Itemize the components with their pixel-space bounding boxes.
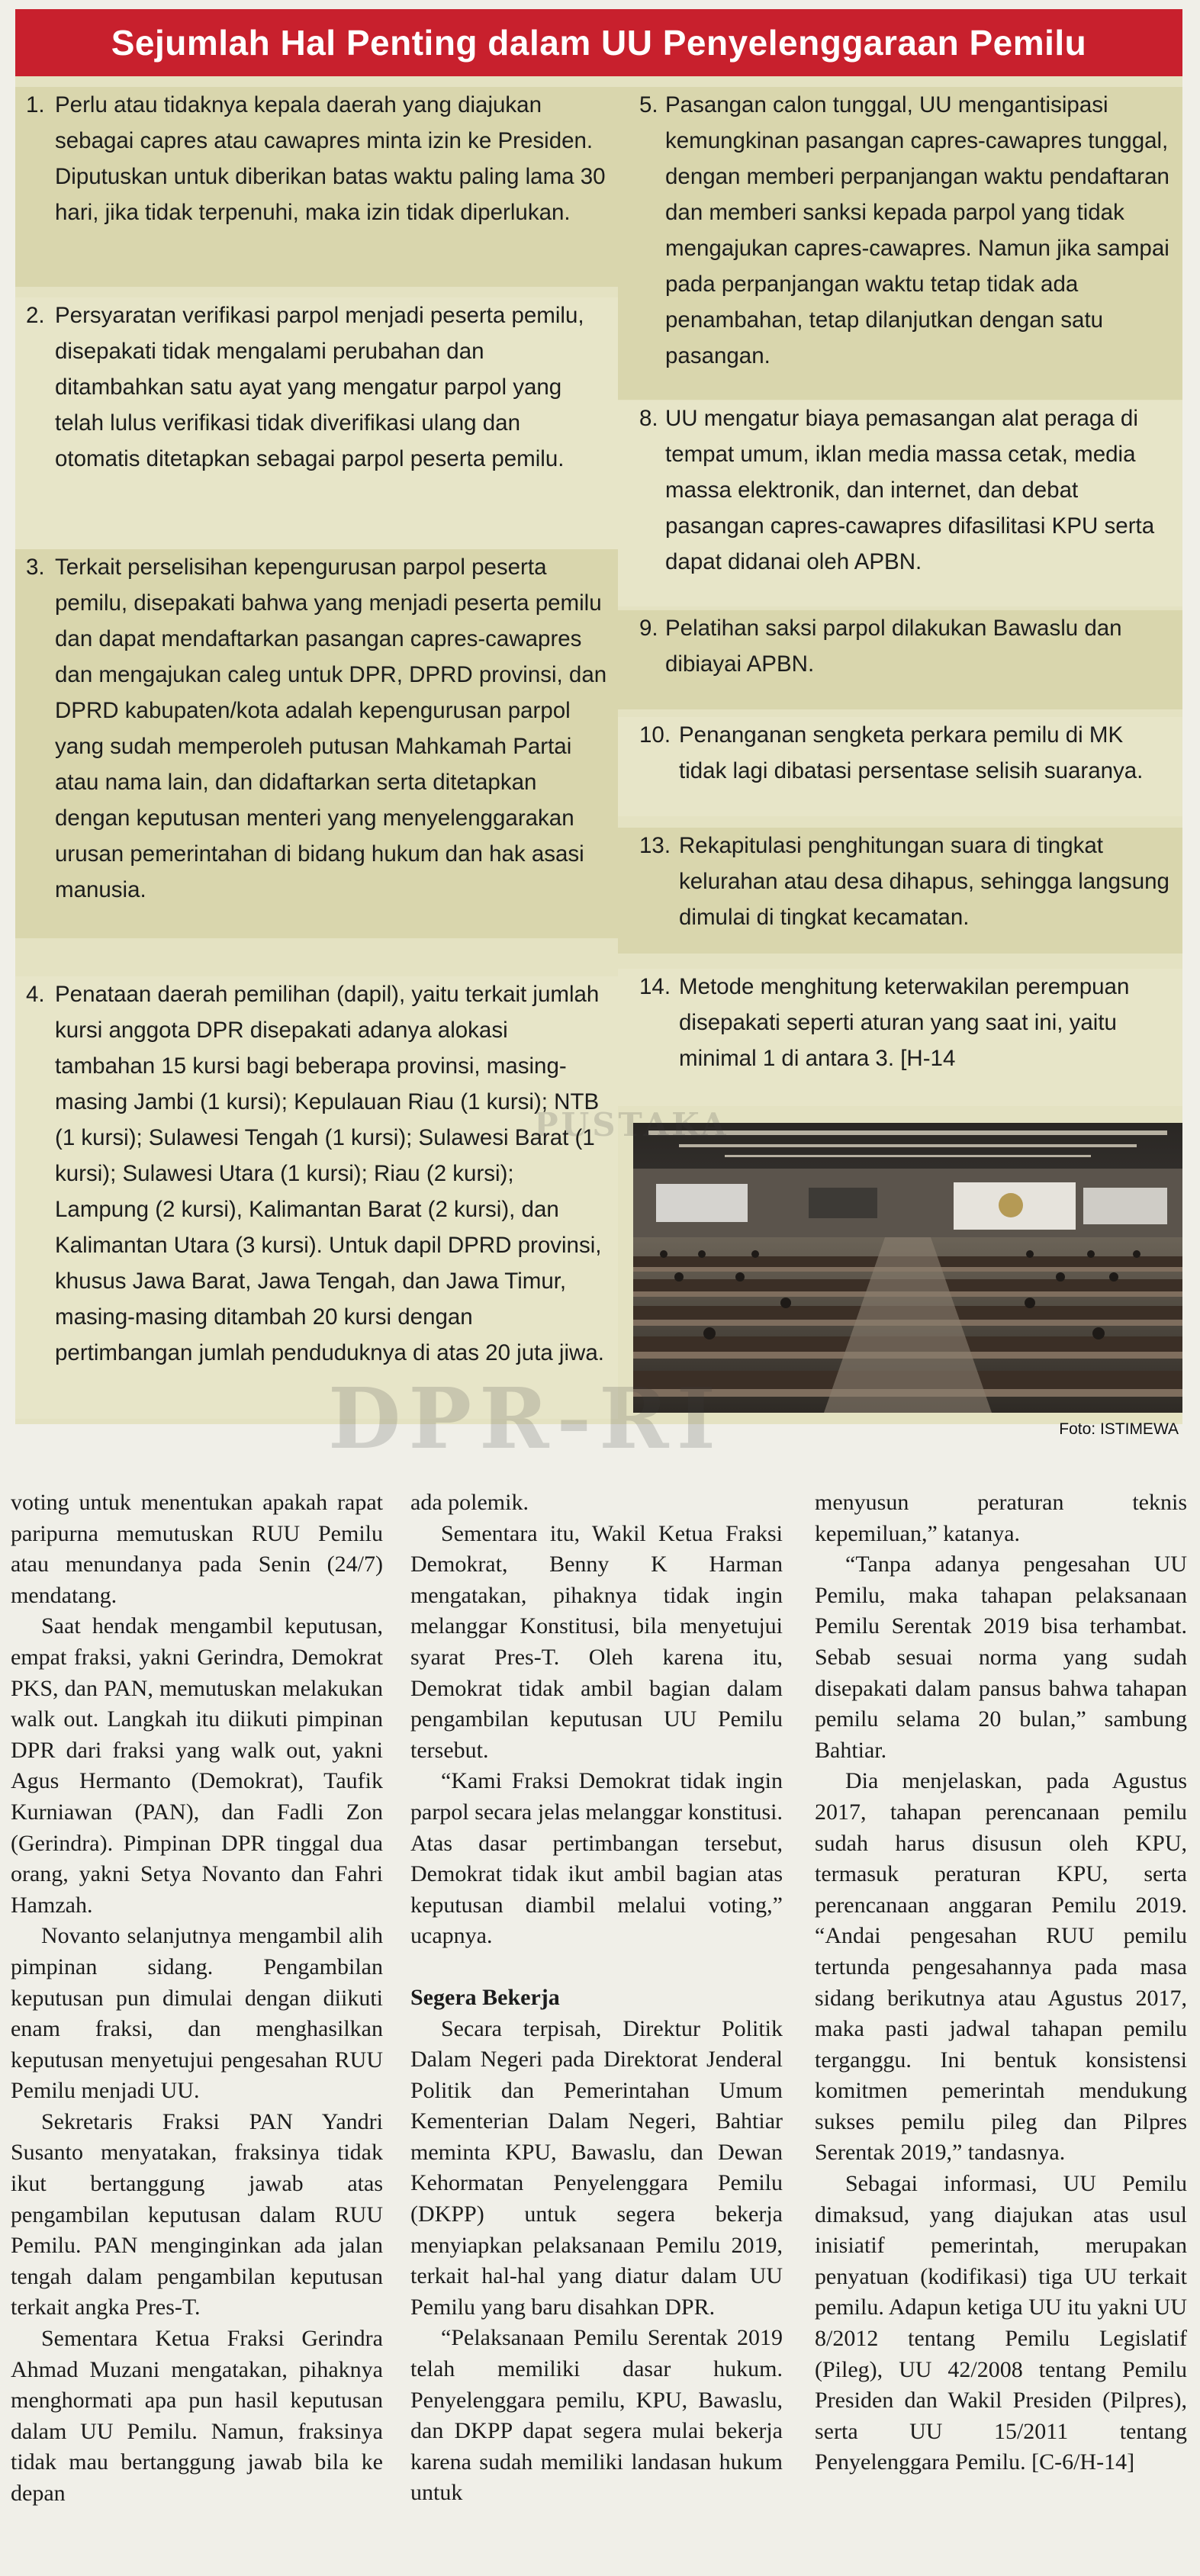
point-text: Pelatihan saksi parpol dilakukan Bawaslu dan dibiayai APBN. (665, 616, 1122, 677)
article-column-1 (11, 1487, 383, 2510)
point-number: 2. (26, 303, 45, 328)
article-paragraph: Sebagai informasi, UU Pemilu dimaksud, yang diajukan atas usul inisiatif pemerintah, merupakan penyatuan (kodifikasi) tiga UU terkait pemilu. Adapun ketiga UU itu yakni UU 8/2012 tentang Pemilu Legislatif (Pileg), UU 42/2008 tentang Pemilu Presiden dan Wakil Presiden (Pilpres), serta UU 15/2011 tentang Penyelenggara Pemilu. [C-6/H-14] (815, 2171, 1187, 2475)
article-paragraph: Novanto selanjutnya mengambil alih pimpinan sidang. Pengambilan keputusan pun dimulai dengan diikuti enam fraksi, dan menghasilkan keputusan menyetujui pengesahan RUU Pemilu menjadi UU. (11, 1923, 383, 2104)
info-point-1 (15, 87, 618, 287)
article-paragraph: menyusun peraturan teknis kepemiluan,” katanya. (815, 1490, 1187, 1546)
point-number: 14. (639, 974, 671, 999)
info-point-10 (618, 717, 1182, 816)
info-point-3 (15, 549, 618, 938)
article-subheading: Segera Bekerja (410, 1984, 560, 2010)
info-point-5 (618, 87, 1182, 400)
point-number: 8. (639, 406, 658, 431)
pustaka-watermark: PUSTAKA (534, 1106, 729, 1143)
point-number: 4. (26, 982, 45, 1007)
point-number: 3. (26, 555, 45, 580)
article-paragraph: “Pelaksanaan Pemilu Serentak 2019 telah memiliki dasar hukum. Penyelenggara pemilu, KPU, Bawaslu, dan DKPP dapat segera mulai bekerja karena sudah memiliki landasan hukum untuk (410, 2325, 783, 2506)
article-paragraph: Sekretaris Fraksi PAN Yandri Susanto menyatakan, fraksinya tidak ikut bertanggung jawab atas pengambilan keputusan dalam RUU Pemilu. PAN menginginkan ada jalan tengah dalam pengambilan keputusan terkait angka Pres-T. (11, 2108, 383, 2320)
info-point-8 (618, 400, 1182, 606)
point-text: UU mengatur biaya pemasangan alat peraga di tempat umum, iklan media massa cetak, media massa elektronik, dan internet, dan debat pasangan capres-cawapres difasilitasi KPU serta dapat didanai oleh APBN. (665, 406, 1155, 574)
article-paragraph: ada polemik. (410, 1490, 529, 1515)
point-number: 13. (639, 833, 671, 858)
article-paragraph: Sementara itu, Wakil Ketua Fraksi Demokrat, Benny K Harman mengatakan, pihaknya tidak ingin melanggar Konstitusi, bila menyetujui syarat Pres-T. Oleh karena itu, Demokrat tidak ambil bagian dalam pengambilan keputusan UU Pemilu tersebut. (410, 1520, 783, 1763)
article-column-3 (815, 1487, 1187, 2478)
photo-credit: Foto: ISTIMEWA (1059, 1420, 1179, 1438)
info-point-9 (618, 610, 1182, 709)
article-column-2 (410, 1487, 783, 2509)
point-number: 1. (26, 92, 45, 117)
point-text: Pasangan calon tunggal, UU mengantisipasi kemungkinan pasangan capres-cawapres tunggal, dengan memberi perpanjangan waktu pendaftaran dan memberi sanksi kepada parpol yang tidak mengajukan capres-cawapres. Namun jika sampai pada perpanjangan waktu tetap tidak ada penambahan, tetap dilanjutkan dengan satu pasangan. (665, 92, 1169, 368)
point-text: Perlu atau tidaknya kepala daerah yang diajukan sebagai capres atau cawapres minta izin ke Presiden. Diputuskan untuk diberikan batas waktu paling lama 30 hari, jika tidak terpenuhi, maka izin tidak diperlukan. (55, 92, 606, 225)
article-paragraph: “Tanpa adanya pengesahan UU Pemilu, maka tahapan pelaksanaan Pemilu Serentak 2019 bisa terhambat. Sebab sesuai norma yang sudah disepakati dalam pansus bahwa tahapan pemilu selama 20 bulan,” sambung Bahtiar. (815, 1552, 1187, 1763)
info-point-2 (15, 297, 618, 587)
point-number: 9. (639, 616, 658, 641)
point-text: Terkait perselisihan kepengurusan parpol peserta pemilu, disepakati bahwa yang menjadi peserta pemilu dan dapat mendaftarkan pasangan capres-cawapres dan mengajukan caleg untuk DPR, DPRD provinsi, dan DPRD kabupaten/kota adalah kepengurusan parpol yang sudah memperoleh putusan Mahkamah Partai atau nama lain, dan didaftarkan serta ditetapkan dengan keputusan menteri yang menyelenggarakan urusan pemerintahan di bidang hukum dan hak asasi manusia. (55, 555, 607, 902)
point-text: Penanganan sengketa perkara pemilu di MK tidak lagi dibatasi persentase selisih suaranya. (679, 722, 1144, 783)
article-paragraph: Secara terpisah, Direktur Politik Dalam Negeri pada Direktorat Jenderal Politik dan Pemerintahan Umum Kementerian Dalam Negeri, Bahtiar meminta KPU, Bawaslu, dan Dewan Kehormatan Penyelenggara Pemilu (DKPP) untuk segera bekerja menyiapkan pelaksanaan Pemilu 2019, terkait hal-hal yang diatur dalam UU Pemilu yang baru disahkan DPR. (410, 2015, 783, 2320)
info-point-14 (618, 969, 1182, 1106)
article-paragraph: Dia menjelaskan, pada Agustus 2017, tahapan perencanaan pemilu sudah harus disusun oleh KPU, termasuk peraturan KPU, serta perencanaan anggaran Pemilu 2019. “Andai pengesahan RUU pemilu tertunda pengesahannya pada masa sidang berikutnya atau Agustus 2017, maka pasti jadwal tahapan pemilu terganggu. Ini bentuk konsistensi komitmen pemerintah mendukung sukses pemilu pileg dan Pilpres Serentak 2019,” tandasnya. (815, 1768, 1187, 2166)
info-point-4 (15, 976, 618, 1419)
point-text: Metode menghitung keterwakilan perempuan disepakati seperti aturan yang saat ini, yaitu minimal 1 di antara 3. [H-14 (679, 974, 1130, 1071)
article-paragraph: Saat hendak mengambil keputusan, empat fraksi, yakni Gerindra, Demokrat PKS, dan PAN, memutuskan melakukan walk out. Langkah itu diikuti pimpinan DPR dari fraksi yang walk out, yakni Agus Hermanto (Demokrat), Taufik Kurniawan (PAN), dan Fadli Zon (Gerindra). Pimpinan DPR tinggal dua orang, yakni Setya Novanto dan Fahri Hamzah. (11, 1613, 383, 1918)
info-box-header (15, 9, 1182, 76)
point-text: Rekapitulasi penghitungan suara di tingkat kelurahan atau desa dihapus, sehingga langsung dimulai di tingkat kecamatan. (679, 833, 1169, 930)
point-text: Persyaratan verifikasi parpol menjadi peserta pemilu, disepakati tidak mengalami perubahan dan ditambahkan satu ayat yang mengatur parpol yang telah lulus verifikasi tidak diverifikasi ulang dan otomatis ditetapkan sebagai parpol peserta pemilu. (55, 303, 584, 471)
point-number: 5. (639, 92, 658, 117)
point-text: Penataan daerah pemilihan (dapil), yaitu terkait jumlah kursi anggota DPR disepakati adanya alokasi tambahan 15 kursi bagi beberapa provinsi, masing-masing Jambi (1 kursi); Kepulauan Riau (1 kursi); NTB (1 kursi); Sulawesi Tengah (1 kursi); Sulawesi Barat (1 kursi); Sulawesi Utara (1 kursi); Riau (2 kursi); Lampung (2 kursi), Kalimantan Barat (2 kursi), dan Kalimantan Utara (3 kursi). Untuk dapil DPRD provinsi, khusus Jawa Barat, Jawa Tengah, dan Jawa Timur, masing-masing ditambah 20 kursi dengan pertimbangan jumlah penduduknya di atas 20 juta jiwa. (55, 982, 604, 1365)
info-box-title: Sejumlah Hal Penting dalam UU Penyelenggaraan Pemilu (111, 23, 1087, 63)
dpr-ri-watermark: DPR-RI (328, 1369, 724, 1468)
info-point-13 (618, 828, 1182, 954)
article-paragraph: voting untuk menentukan apakah rapat paripurna memutuskan RUU Pemilu atau menundanya pada Senin (24/7) mendatang. (11, 1490, 383, 1608)
info-box (15, 9, 1182, 1424)
article-paragraph: Sementara Ketua Fraksi Gerindra Ahmad Muzani mengatakan, pihaknya menghormati apa pun hasil keputusan dalam UU Pemilu. Namun, fraksinya tidak mau bertanggung jawab bila ke depan (11, 2326, 383, 2506)
article-paragraph: “Kami Fraksi Demokrat tidak ingin parpol secara jelas melanggar konstitusi. Atas dasar pertimbangan tersebut, Demokrat tidak ikut ambil bagian atas keputusan diambil melalui voting,” ucapnya. (410, 1768, 783, 1949)
point-number: 10. (639, 722, 671, 748)
